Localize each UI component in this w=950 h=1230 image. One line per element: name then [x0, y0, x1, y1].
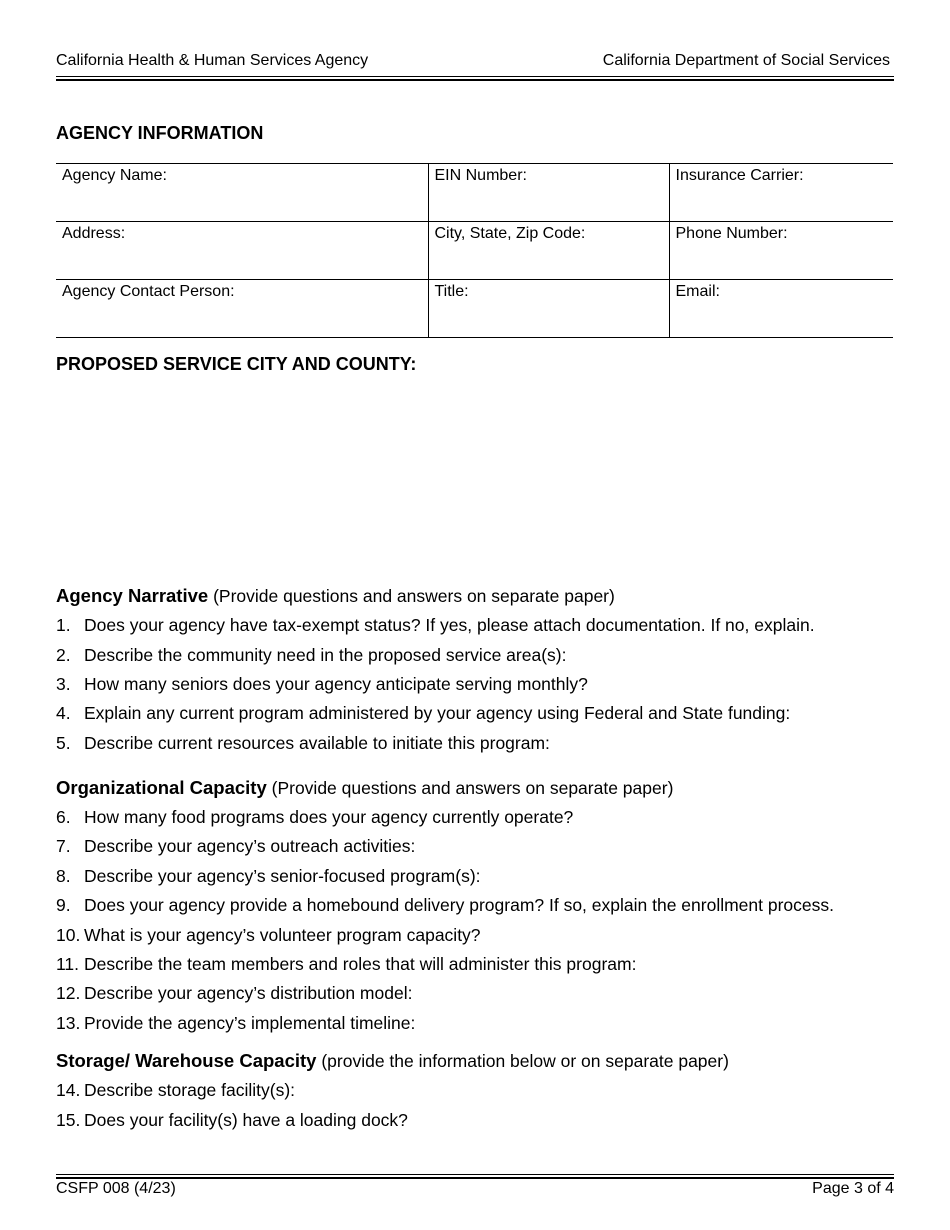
item-number: 11.: [56, 954, 80, 974]
list-item: [56, 1013, 415, 1034]
section-title: Agency Narrative: [56, 585, 209, 606]
item-number: 8.: [56, 866, 71, 886]
page-header: [56, 52, 890, 72]
section-note: (Provide questions and answers on separate paper): [271, 778, 674, 798]
item-text: How many food programs does your agency currently operate?: [84, 807, 574, 827]
item-text: Describe your agency’s distribution model:: [84, 983, 413, 1003]
page-number: Page 3 of 4: [812, 1180, 894, 1197]
agency-information-title: AGENCY INFORMATION: [56, 123, 264, 143]
item-number: 15.: [56, 1110, 81, 1130]
item-number: 3.: [56, 674, 71, 694]
list-item: [56, 703, 790, 724]
insurance-carrier-field[interactable]: Insurance Carrier:: [669, 164, 893, 222]
header-rule-thick: [56, 79, 894, 81]
item-text: Does your agency provide a homebound delivery program? If so, explain the enrollment process.: [84, 895, 834, 915]
title-field[interactable]: Title:: [428, 280, 669, 338]
list-item: [56, 674, 588, 695]
list-item: [56, 895, 834, 916]
email-field[interactable]: Email:: [669, 280, 893, 338]
list-item: [56, 954, 636, 975]
item-text: What is your agency’s volunteer program capacity?: [84, 925, 481, 945]
section-note: (Provide questions and answers on separate paper): [213, 586, 615, 606]
section-note: (provide the information below or on separate paper): [321, 1051, 729, 1071]
phone-number-field[interactable]: Phone Number:: [669, 222, 893, 280]
agency-narrative-heading: [56, 585, 615, 607]
list-item: [56, 866, 481, 887]
list-item: [56, 645, 566, 666]
item-number: 13.: [56, 1013, 81, 1033]
table-row: [56, 222, 893, 280]
item-number: 12.: [56, 983, 81, 1003]
item-text: Explain any current program administered by your agency using Federal and State funding:: [84, 703, 791, 723]
list-item: [56, 733, 550, 754]
item-text: Describe the team members and roles that will administer this program:: [84, 954, 637, 974]
list-item: [56, 1080, 295, 1101]
address-field[interactable]: Address:: [56, 222, 428, 280]
footer-rule: [56, 1174, 894, 1175]
item-text: Describe current resources available to initiate this program:: [84, 733, 550, 753]
department-header-text: California Department of Social Services: [602, 52, 890, 69]
organizational-capacity-heading: [56, 777, 673, 799]
item-number: 6.: [56, 807, 71, 827]
item-text: Provide the agency’s implemental timeline:: [84, 1013, 416, 1033]
item-number: 9.: [56, 895, 71, 915]
section-title: Storage/ Warehouse Capacity: [56, 1050, 317, 1071]
item-text: Describe the community need in the proposed service area(s):: [84, 645, 567, 665]
item-text: Describe your agency’s outreach activities:: [84, 836, 416, 856]
item-number: 4.: [56, 703, 71, 723]
list-item: [56, 807, 573, 828]
footer-rule-thick: [56, 1177, 894, 1179]
list-item: [56, 983, 412, 1004]
table-row: [56, 280, 893, 338]
list-item: [56, 615, 815, 636]
form-id: CSFP 008 (4/23): [56, 1180, 176, 1197]
table-row: [56, 164, 893, 222]
agency-header-text: California Health & Human Services Agency: [56, 52, 369, 69]
storage-capacity-heading: [56, 1050, 729, 1072]
list-item: [56, 1110, 408, 1131]
contact-person-field[interactable]: Agency Contact Person:: [56, 280, 428, 338]
list-item: [56, 836, 415, 857]
item-text: Does your facility(s) have a loading dock?: [84, 1110, 408, 1130]
agency-information-table: [56, 163, 893, 338]
header-rule: [56, 76, 894, 77]
item-number: 5.: [56, 733, 71, 753]
item-text: Describe storage facility(s):: [84, 1080, 296, 1100]
item-number: 10.: [56, 925, 81, 945]
section-title: Organizational Capacity: [56, 777, 267, 798]
item-text: How many seniors does your agency anticipate serving monthly?: [84, 674, 588, 694]
item-number: 7.: [56, 836, 71, 856]
ein-number-field[interactable]: EIN Number:: [428, 164, 669, 222]
proposed-service-title: PROPOSED SERVICE CITY AND COUNTY:: [56, 354, 417, 374]
agency-name-field[interactable]: Agency Name:: [56, 164, 428, 222]
item-number: 14.: [56, 1080, 81, 1100]
list-item: [56, 925, 481, 946]
item-text: Does your agency have tax-exempt status? If yes, please attach documentation. If no, explain.: [84, 615, 815, 635]
city-state-zip-field[interactable]: City, State, Zip Code:: [428, 222, 669, 280]
item-number: 1.: [56, 615, 71, 635]
item-text: Describe your agency’s senior-focused program(s):: [84, 866, 481, 886]
item-number: 2.: [56, 645, 71, 665]
